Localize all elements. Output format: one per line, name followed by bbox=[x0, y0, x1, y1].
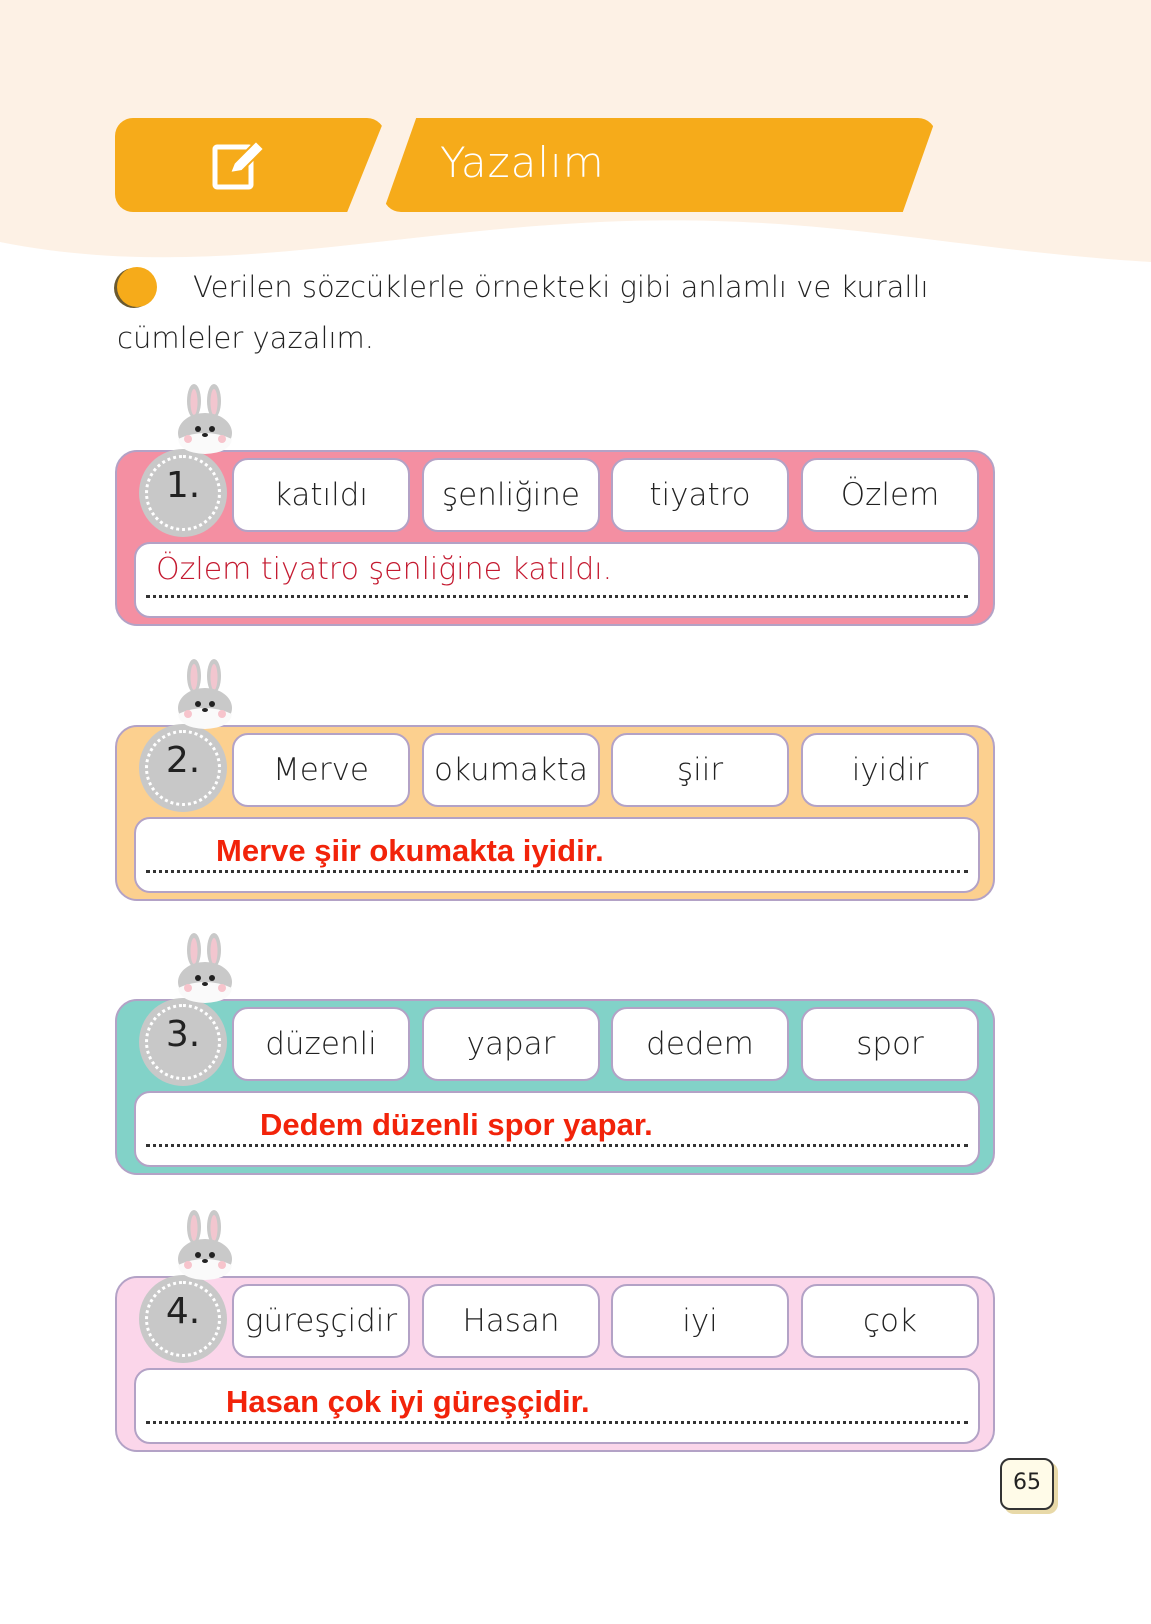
answer-field[interactable] bbox=[134, 817, 980, 893]
number-badge bbox=[139, 724, 227, 812]
answer-text: Özlem tiyatro şenliğine katıldı. bbox=[156, 552, 613, 587]
rabbit-icon bbox=[172, 932, 238, 1004]
dotted-line bbox=[146, 595, 968, 598]
number-badge bbox=[139, 998, 227, 1086]
exercise-number: 3. bbox=[165, 1014, 201, 1055]
answer-field[interactable] bbox=[134, 1368, 980, 1444]
answer-field[interactable] bbox=[134, 542, 980, 618]
answer-text: Dedem düzenli spor yapar. bbox=[260, 1107, 653, 1142]
dotted-line bbox=[146, 870, 968, 873]
exercise-number: 2. bbox=[165, 740, 201, 781]
word-box: düzenli bbox=[232, 1007, 410, 1081]
word-box: katıldı bbox=[232, 458, 410, 532]
rabbit-icon bbox=[172, 383, 238, 455]
word-box: dedem bbox=[611, 1007, 789, 1081]
exercise-card-1 bbox=[115, 450, 995, 626]
word-box: Merve bbox=[232, 733, 410, 807]
page-number: 65 bbox=[1000, 1458, 1054, 1510]
section-title: Yazalım bbox=[440, 138, 605, 187]
word-box: iyi bbox=[611, 1284, 789, 1358]
edit-note-icon bbox=[210, 135, 270, 195]
word-box: tiyatro bbox=[611, 458, 789, 532]
dotted-line bbox=[146, 1421, 968, 1424]
answer-text: Merve şiir okumakta iyidir. bbox=[216, 833, 604, 868]
exercise-card-2 bbox=[115, 725, 995, 901]
dotted-line bbox=[146, 1144, 968, 1147]
number-badge bbox=[139, 449, 227, 537]
rabbit-icon bbox=[172, 1209, 238, 1281]
word-box: Hasan bbox=[422, 1284, 600, 1358]
number-badge bbox=[139, 1275, 227, 1363]
instruction-text: Verilen sözcüklerle örnekteki gibi anlamlı ve kurallı cümleler yazalım. bbox=[117, 270, 929, 355]
answer-field[interactable] bbox=[134, 1091, 980, 1167]
word-box: okumakta bbox=[422, 733, 600, 807]
word-box: yapar bbox=[422, 1007, 600, 1081]
exercise-card-3 bbox=[115, 999, 995, 1175]
exercise-card-4 bbox=[115, 1276, 995, 1452]
answer-text: Hasan çok iyi güreşçidir. bbox=[226, 1384, 590, 1419]
rabbit-icon bbox=[172, 658, 238, 730]
word-box: şiir bbox=[611, 733, 789, 807]
word-box: şenliğine bbox=[422, 458, 600, 532]
exercise-number: 1. bbox=[165, 465, 201, 506]
exercise-number: 4. bbox=[165, 1291, 201, 1332]
word-box: güreşçidir bbox=[232, 1284, 410, 1358]
word-box: Özlem bbox=[801, 458, 979, 532]
word-box: iyidir bbox=[801, 733, 979, 807]
word-box: spor bbox=[801, 1007, 979, 1081]
word-box: çok bbox=[801, 1284, 979, 1358]
